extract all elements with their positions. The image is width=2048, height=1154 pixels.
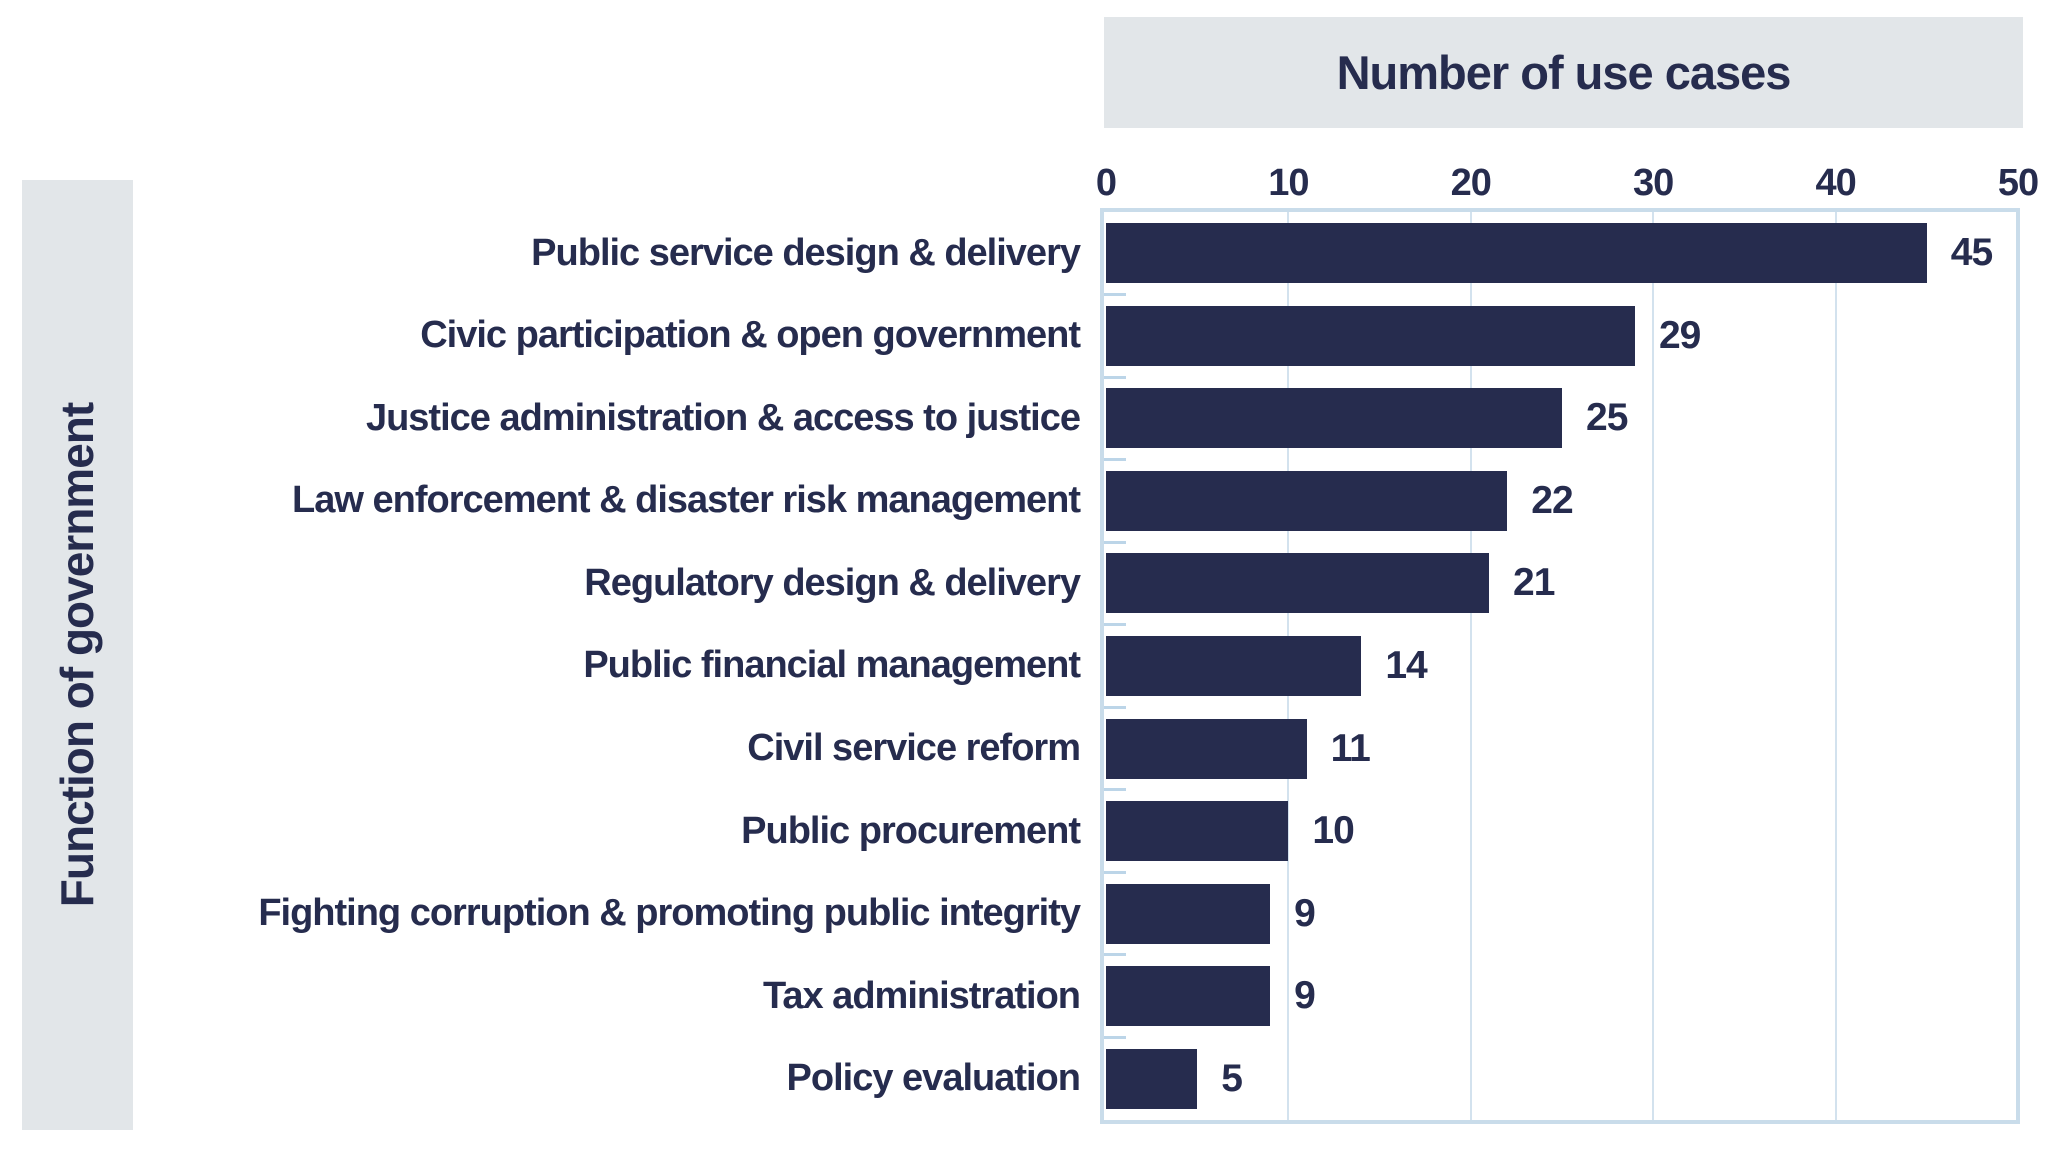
category-label: Law enforcement & disaster risk management [292, 479, 1080, 522]
value-label: 45 [1950, 231, 1993, 275]
category-labels [140, 212, 1080, 1120]
y-axis-title-panel [22, 180, 133, 1130]
bar [1106, 471, 1507, 531]
value-label: 25 [1586, 396, 1628, 440]
bar [1106, 223, 1927, 283]
value-label: 29 [1658, 313, 1701, 357]
value-label: 9 [1294, 974, 1315, 1018]
bar [1106, 719, 1307, 779]
bar [1106, 553, 1489, 613]
value-label: 21 [1513, 561, 1555, 605]
x-tick-label-30: 30 [1633, 162, 1674, 204]
value-label: 9 [1294, 891, 1315, 935]
bar [1106, 884, 1270, 944]
x-tick-label-40: 40 [1815, 162, 1856, 204]
y-axis-tick [1104, 953, 1126, 956]
bar [1106, 388, 1562, 448]
bar [1106, 966, 1270, 1026]
category-label: Civic participation & open government [420, 314, 1080, 357]
value-label: 10 [1312, 809, 1354, 853]
bar [1106, 306, 1635, 366]
y-axis-tick [1104, 623, 1126, 626]
category-label: Fighting corruption & promoting public integrity [258, 892, 1080, 935]
category-label: Public procurement [741, 809, 1080, 852]
category-label: Tax administration [762, 974, 1080, 1017]
plot-area [1100, 208, 2020, 1124]
y-axis-title: Function of government [51, 402, 104, 908]
y-axis-tick [1104, 293, 1126, 296]
bar [1106, 636, 1361, 696]
category-label: Public financial management [583, 644, 1080, 687]
value-label: 11 [1330, 726, 1370, 770]
category-label: Policy evaluation [786, 1057, 1080, 1100]
bar [1106, 1049, 1197, 1109]
value-label: 5 [1221, 1056, 1242, 1100]
x-tick-label-10: 10 [1268, 162, 1309, 204]
category-label: Civil service reform [747, 727, 1080, 770]
category-label: Regulatory design & delivery [584, 561, 1080, 604]
category-label: Justice administration & access to justice [365, 396, 1080, 439]
y-axis-tick [1104, 541, 1126, 544]
x-tick-label-0: 0 [1095, 162, 1117, 204]
y-axis-tick [1104, 788, 1126, 791]
x-tick-label-50: 50 [1997, 162, 2039, 204]
y-axis-tick [1104, 1036, 1126, 1039]
x-tick-label-20: 20 [1450, 162, 1491, 204]
y-axis-tick [1104, 871, 1126, 874]
value-label: 14 [1385, 644, 1427, 687]
y-axis-tick [1104, 376, 1126, 379]
chart-title-panel [1104, 17, 2023, 128]
bar [1106, 801, 1288, 861]
gridline-30 [1652, 212, 1654, 1120]
chart-title: Number of use cases [1336, 46, 1791, 99]
value-label: 22 [1531, 478, 1573, 522]
y-axis-tick [1104, 458, 1126, 461]
gridline-40 [1835, 212, 1837, 1120]
y-axis-tick [1104, 706, 1126, 709]
category-label: Public service design & delivery [531, 231, 1080, 274]
